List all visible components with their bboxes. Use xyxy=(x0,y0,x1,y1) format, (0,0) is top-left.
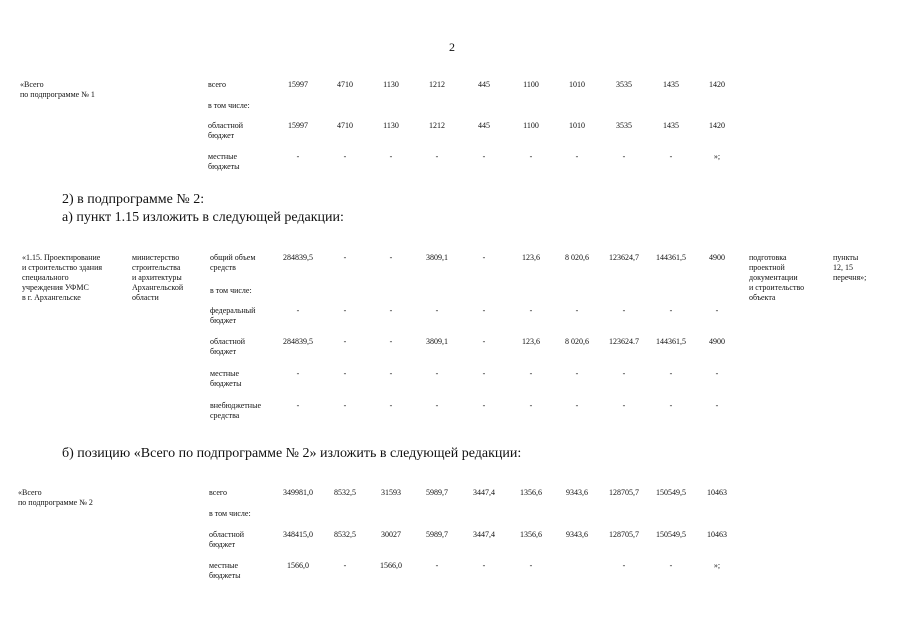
value-cell: 1100 xyxy=(523,80,539,89)
value-cell: 1010 xyxy=(569,121,585,130)
value-cell: - xyxy=(715,369,719,378)
value-cell: 4710 xyxy=(337,80,353,89)
value-cell: 144361,5 xyxy=(656,337,686,346)
value-cell: - xyxy=(389,369,393,378)
heading-subprogram-2: 2) в подпрограмме № 2: xyxy=(62,192,205,207)
value-cell: 1420 xyxy=(709,80,725,89)
value-cell: - xyxy=(529,152,533,161)
value-cell: 1212 xyxy=(429,121,445,130)
row-label: местные бюджеты xyxy=(208,152,240,171)
value-cell: - xyxy=(482,306,486,315)
value-cell: 15997 xyxy=(288,121,308,130)
value-cell: 128705,7 xyxy=(609,530,639,539)
row-label: областной бюджет xyxy=(208,121,244,140)
value-cell: 5989,7 xyxy=(426,488,448,497)
row-label: местные бюджеты xyxy=(210,369,242,388)
value-cell: 8532,5 xyxy=(334,488,356,497)
row-label: всего xyxy=(208,80,227,89)
value-cell: 10463 xyxy=(707,488,727,497)
value-cell: 150549,5 xyxy=(656,530,686,539)
value-cell: 8 020,6 xyxy=(565,337,589,346)
value-cell: - xyxy=(343,369,347,378)
value-cell: 1212 xyxy=(429,80,445,89)
value-cell: - xyxy=(296,401,300,410)
value-cell: - xyxy=(482,152,486,161)
value-cell: - xyxy=(669,306,673,315)
value-cell: - xyxy=(482,253,486,262)
row-label: местные бюджеты xyxy=(209,561,241,580)
value-cell: - xyxy=(389,152,393,161)
value-cell: - xyxy=(575,369,579,378)
value-cell: 10463 xyxy=(707,530,727,539)
value-cell: 1356,6 xyxy=(520,488,542,497)
value-cell: - xyxy=(622,369,626,378)
value-cell: »; xyxy=(713,561,721,570)
value-cell: - xyxy=(622,152,626,161)
value-cell: 349981,0 xyxy=(283,488,313,497)
value-cell: - xyxy=(669,152,673,161)
row-label: общий объем средств xyxy=(210,253,256,272)
block1-label: «Всего по подпрограмме № 1 xyxy=(20,80,95,99)
value-cell: 1435 xyxy=(663,121,679,130)
value-cell: - xyxy=(389,337,393,346)
value-cell: 3809,1 xyxy=(426,253,448,262)
value-cell: - xyxy=(435,401,439,410)
value-cell: - xyxy=(529,561,533,570)
row-label: всего xyxy=(209,488,228,497)
value-cell: 1566,0 xyxy=(380,561,402,570)
value-cell: - xyxy=(482,561,486,570)
value-cell: 128705,7 xyxy=(609,488,639,497)
value-cell: 4710 xyxy=(337,121,353,130)
value-cell: 1420 xyxy=(709,121,725,130)
value-cell: 8532,5 xyxy=(334,530,356,539)
value-cell: - xyxy=(389,306,393,315)
value-cell: - xyxy=(529,401,533,410)
value-cell: 1010 xyxy=(569,80,585,89)
value-cell: - xyxy=(529,369,533,378)
row-label: в том числе: xyxy=(209,509,251,518)
value-cell: - xyxy=(435,152,439,161)
value-cell: 8 020,6 xyxy=(565,253,589,262)
value-cell: 3447,4 xyxy=(473,488,495,497)
value-cell: - xyxy=(296,369,300,378)
value-cell: - xyxy=(622,401,626,410)
block2-result: подготовка проектной документации и строительство объекта xyxy=(749,253,805,302)
value-cell: 1435 xyxy=(663,80,679,89)
value-cell: - xyxy=(622,561,626,570)
value-cell: - xyxy=(482,401,486,410)
value-cell: - xyxy=(575,306,579,315)
value-cell: - xyxy=(435,369,439,378)
heading-total-subprogram-2: б) позицию «Всего по подпрограмме № 2» изложить в следующей редакции: xyxy=(62,446,522,461)
value-cell: 3535 xyxy=(616,80,632,89)
value-cell: - xyxy=(669,401,673,410)
value-cell: 284839,5 xyxy=(283,337,313,346)
block2-executor: министерство строительства и архитектуры Архангельской области xyxy=(132,253,184,302)
value-cell: 123,6 xyxy=(522,337,540,346)
value-cell: 1130 xyxy=(383,80,399,89)
heading-item-1-15: а) пункт 1.15 изложить в следующей редакции: xyxy=(62,210,344,225)
value-cell: - xyxy=(622,306,626,315)
value-cell: - xyxy=(575,401,579,410)
value-cell: - xyxy=(435,306,439,315)
value-cell: 31593 xyxy=(381,488,401,497)
row-label: в том числе: xyxy=(208,101,250,110)
value-cell: - xyxy=(296,152,300,161)
value-cell: 123624.7 xyxy=(609,337,639,346)
value-cell: 445 xyxy=(478,80,490,89)
value-cell: 30027 xyxy=(381,530,401,539)
value-cell: 4900 xyxy=(709,337,725,346)
row-label: областной бюджет xyxy=(209,530,245,549)
value-cell: - xyxy=(343,306,347,315)
value-cell: »; xyxy=(713,152,721,161)
value-cell: 9343,6 xyxy=(566,488,588,497)
value-cell: 445 xyxy=(478,121,490,130)
value-cell: - xyxy=(482,369,486,378)
value-cell: - xyxy=(482,337,486,346)
value-cell: - xyxy=(343,561,347,570)
row-label: в том числе: xyxy=(210,286,252,295)
value-cell: 5989,7 xyxy=(426,530,448,539)
value-cell: - xyxy=(296,306,300,315)
value-cell: - xyxy=(669,561,673,570)
value-cell: - xyxy=(343,152,347,161)
block2-indicators: пункты 12, 15 перечня»; xyxy=(833,253,867,282)
value-cell: 9343,6 xyxy=(566,530,588,539)
block3-label: «Всего по подпрограмме № 2 xyxy=(18,488,93,507)
value-cell: 123624,7 xyxy=(609,253,639,262)
block2-item-name: «1.15. Проектирование и строительство здания специального учреждения УФМС в г. Архангельске xyxy=(22,253,103,302)
row-label: федеральный бюджет xyxy=(210,306,256,325)
value-cell: 348415,0 xyxy=(283,530,313,539)
value-cell: 284839,5 xyxy=(283,253,313,262)
row-label: внебюджетные средства xyxy=(210,401,261,420)
value-cell: 3535 xyxy=(616,121,632,130)
value-cell: - xyxy=(435,561,439,570)
value-cell: 15997 xyxy=(288,80,308,89)
value-cell: - xyxy=(575,152,579,161)
value-cell: 1566,0 xyxy=(287,561,309,570)
value-cell: 150549,5 xyxy=(656,488,686,497)
value-cell: - xyxy=(389,401,393,410)
value-cell: 4900 xyxy=(709,253,725,262)
value-cell: 1100 xyxy=(523,121,539,130)
value-cell: - xyxy=(715,306,719,315)
value-cell: 1130 xyxy=(383,121,399,130)
value-cell: 144361,5 xyxy=(656,253,686,262)
row-label: областной бюджет xyxy=(210,337,246,356)
value-cell: 1356,6 xyxy=(520,530,542,539)
value-cell: - xyxy=(343,253,347,262)
value-cell: - xyxy=(669,369,673,378)
value-cell: 123,6 xyxy=(522,253,540,262)
value-cell: - xyxy=(715,401,719,410)
value-cell: 3809,1 xyxy=(426,337,448,346)
value-cell: - xyxy=(389,253,393,262)
value-cell: - xyxy=(343,337,347,346)
value-cell: - xyxy=(529,306,533,315)
page-number: 2 xyxy=(449,40,455,54)
value-cell: - xyxy=(343,401,347,410)
value-cell: 3447,4 xyxy=(473,530,495,539)
